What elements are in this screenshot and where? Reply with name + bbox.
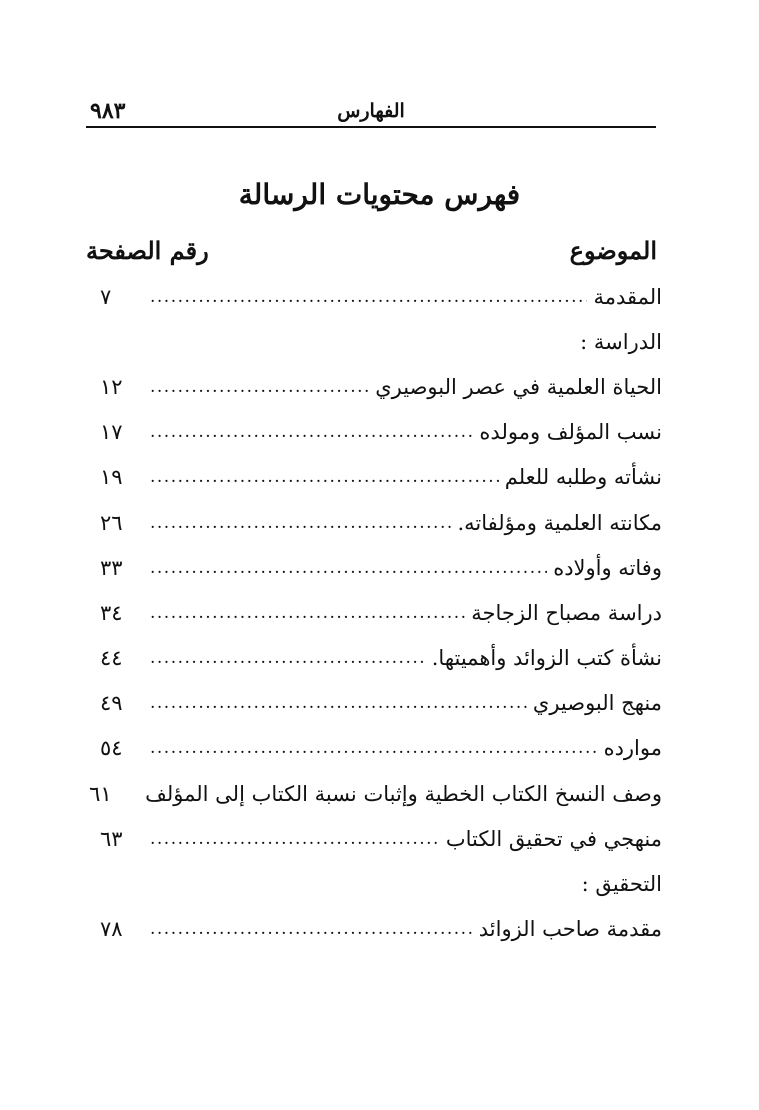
header-page-number: ٩٨٣	[90, 98, 126, 124]
toc-entry-title: نشأته وطلبه للعلم	[504, 465, 662, 490]
toc-entry	[100, 636, 662, 681]
toc-entry-title: الحياة العلمية في عصر البوصيري	[375, 374, 662, 399]
toc-leader-dots	[150, 827, 440, 851]
toc-leader-dots	[150, 601, 465, 625]
toc-section-heading	[100, 861, 662, 906]
toc-entry-page: ٦٣	[100, 826, 123, 851]
column-heading-page: رقم الصفحة	[86, 236, 209, 265]
toc-entry-title: المقدمة	[593, 284, 662, 309]
header-title: الفهارس	[337, 100, 405, 122]
toc-entry-title: وفاته وأولاده	[553, 555, 662, 580]
toc-entry	[100, 274, 662, 319]
toc-leader-dots	[150, 375, 369, 399]
toc-entry-page: ١٩	[100, 465, 123, 490]
toc-entry-page: ٤٤	[100, 646, 123, 671]
toc-entry-title: نشأة كتب الزوائد وأهميتها.	[431, 646, 662, 671]
toc-entry	[100, 681, 662, 726]
running-header	[86, 98, 656, 128]
toc-leader-dots	[150, 917, 473, 941]
toc-entry	[89, 771, 662, 816]
toc-entry	[100, 410, 662, 455]
table-of-contents	[89, 274, 662, 952]
toc-entry-title: وصف النسخ الكتاب الخطية وإثبات نسبة الكتاب إلى المؤلف	[145, 781, 662, 806]
toc-entry-title: دراسة مصباح الزجاجة	[471, 600, 662, 625]
toc-entry-title: مقدمة صاحب الزوائد	[478, 917, 662, 942]
toc-entry	[100, 500, 662, 545]
toc-section-heading	[100, 319, 662, 364]
toc-entry-page: ٣٤	[100, 600, 123, 625]
toc-entry-title: نسب المؤلف ومولده	[479, 420, 662, 445]
toc-entry-title: منهجي في تحقيق الكتاب	[445, 826, 662, 851]
toc-entry-page: ٤٩	[100, 691, 123, 716]
toc-leader-dots	[150, 465, 499, 489]
toc-entry-title: موارده	[603, 736, 662, 761]
toc-leader-dots	[150, 691, 527, 715]
toc-entry	[100, 545, 662, 590]
toc-entry	[100, 455, 662, 500]
toc-entry-page: ٧٨	[100, 917, 123, 942]
toc-entry	[100, 816, 662, 861]
toc-entry-page: ٥٤	[100, 736, 123, 761]
toc-entry-page: ٦١	[89, 781, 112, 806]
page-title: فهرس محتويات الرسالة	[238, 178, 521, 211]
toc-entry	[100, 726, 662, 771]
toc-section-title: التحقيق :	[581, 872, 662, 897]
toc-entry	[100, 364, 662, 409]
toc-entry-page: ٢٦	[100, 510, 123, 535]
toc-leader-dots	[150, 420, 473, 444]
toc-section-title: الدراسة :	[580, 329, 662, 354]
toc-leader-dots	[150, 285, 587, 309]
toc-leader-dots	[150, 556, 547, 580]
toc-entry-title: مكانته العلمية ومؤلفاته.	[457, 510, 662, 535]
toc-entry	[100, 907, 662, 952]
column-heading-topic: الموضوع	[569, 236, 657, 265]
toc-entry	[100, 590, 662, 635]
toc-leader-dots	[150, 646, 426, 670]
toc-entry-page: ١٢	[100, 374, 123, 399]
toc-entry-page: ٧	[100, 284, 112, 309]
toc-leader-dots	[150, 736, 598, 760]
toc-entry-title: منهج البوصيري	[532, 691, 662, 716]
toc-leader-dots	[150, 511, 451, 535]
toc-entry-page: ٣٣	[100, 555, 123, 580]
toc-entry-page: ١٧	[100, 420, 123, 445]
